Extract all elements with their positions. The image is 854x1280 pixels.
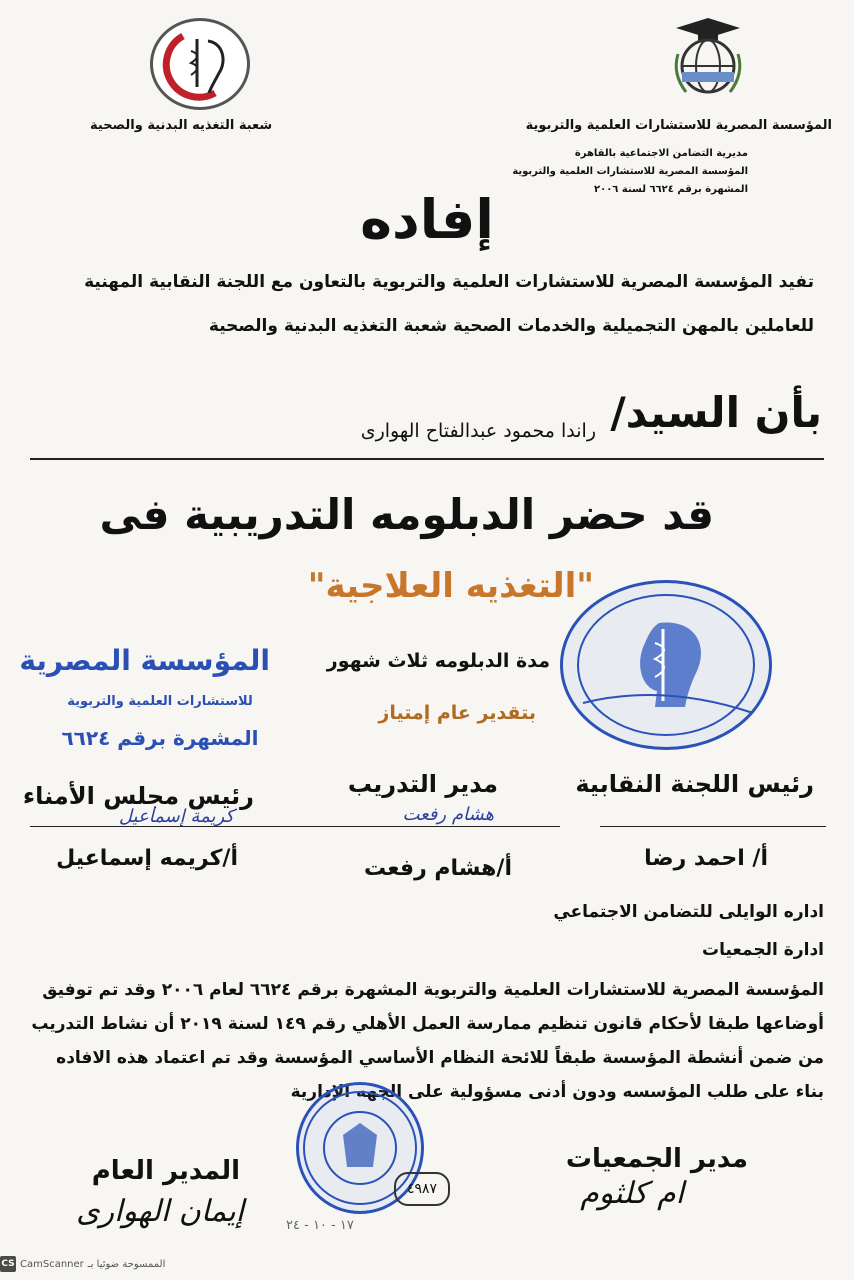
right-org-sub3: المشهرة برقم ٦٦٢٤ لسنة ٢٠٠٦ — [593, 184, 748, 195]
union-seal — [560, 580, 772, 750]
camscanner-brand: CamScanner — [20, 1258, 84, 1270]
admin-line-2: ادارة الجمعيات — [702, 940, 824, 960]
egyptian-foundation-logo — [668, 14, 748, 100]
general-manager-role: المدير العام — [91, 1156, 240, 1186]
signatory-name-union-head: أ/ احمد رضا — [644, 846, 768, 871]
associations-manager-signature: ام كلثوم — [580, 1176, 684, 1211]
signature-line-left — [30, 826, 560, 827]
body-line-4: بناء على طلب المؤسسه ودون أدنى مسؤولية على الجهه الإدارية — [290, 1082, 824, 1102]
left-org-name: شعبة التغذيه البدنية والصحية — [90, 118, 273, 133]
seal-head-icon — [563, 583, 769, 747]
serial-number: ٤٩٨٧ — [406, 1181, 438, 1197]
associations-manager-role: مدير الجمعيات — [565, 1144, 748, 1174]
health-logo-icon — [153, 21, 247, 107]
serial-stamp — [394, 1172, 450, 1206]
page-title: إفاده — [360, 188, 494, 251]
org-stamp-line-3: المشهرة برقم ٦٦٢٤ — [61, 726, 259, 750]
diploma-grade: بتقدير عام إمتياز — [378, 702, 536, 724]
signatory-role-training-manager: مدير التدريب — [347, 770, 498, 798]
camscanner-text: الممسوحة ضوئيا بـ — [87, 1258, 166, 1270]
signatory-role-union-head: رئيس اللجنة النقابية — [575, 770, 814, 798]
intro-line-1: تفيد المؤسسة المصرية للاستشارات العلمية والتربوية بالتعاون مع اللجنة النقابية المهنية — [84, 272, 814, 292]
program-name: "التغذيه العلاجية" — [307, 566, 594, 606]
body-line-1: المؤسسة المصرية للاستشارات العلمية والتربوية المشهرة برقم ٦٦٢٤ لعام ٢٠٠٦ وقد تم توفيق — [42, 980, 824, 1000]
right-org-name: المؤسسة المصرية للاستشارات العلمية والتربوية — [525, 118, 832, 133]
general-manager-signature: إيمان الهوارى — [76, 1194, 244, 1229]
diploma-duration: مدة الدبلومه ثلاث شهور — [326, 650, 550, 672]
org-stamp-line-1: المؤسسة المصرية — [19, 644, 270, 677]
signature-line-right — [600, 826, 826, 827]
signature-board-chair: كريمة إسماعيل — [118, 806, 234, 827]
signature-training-manager: هشام رفعت — [402, 804, 494, 825]
camscanner-watermark — [0, 1252, 165, 1276]
signatory-name-training-manager: أ/هشام رفعت — [363, 856, 512, 881]
right-org-sub1: مديرية التضامن الاجتماعية بالقاهرة — [574, 148, 748, 159]
body-line-2: أوضاعها طبقا لأحكام قانون تنظيم ممارسة العمل الأهلي رقم ١٤٩ لسنة ٢٠١٩ أن نشاط التدريب — [31, 1014, 824, 1034]
nutrition-division-logo — [150, 18, 250, 110]
org-stamp-line-2: للاستشارات العلمية والتربوية — [67, 694, 253, 709]
divider — [30, 458, 824, 460]
admin-line-1: اداره الوايلى للتضامن الاجتماعي — [553, 902, 824, 922]
graduation-globe-icon — [668, 14, 748, 100]
camscanner-logo-icon: CS — [0, 1256, 16, 1272]
body-line-3: من ضمن أنشطة المؤسسة طبقاً للائحة النظام الأساسي المؤسسة وقد تم اعتماد هذه الافاده — [56, 1048, 824, 1068]
intro-line-2: للعاملين بالمهن التجميلية والخدمات الصحية شعبة التغذيه البدنية والصحية — [208, 316, 814, 336]
stamp-date: ١٧ - ١٠ - ٢٤ — [286, 1218, 354, 1233]
attended-statement: قد حضر الدبلومه التدريبية فى — [99, 490, 714, 539]
signatory-name-board-chair: أ/كريمه إسماعيل — [56, 846, 238, 871]
right-org-sub2: المؤسسة المصرية للاستشارات العلمية والتربوية — [512, 166, 748, 177]
recipient-name: راندا محمود عبدالفتاح الهوارى — [360, 420, 596, 442]
signatory-role-board-chair: رئيس مجلس الأمناء — [22, 782, 254, 810]
recipient-label: بأن السيد/ — [610, 388, 822, 437]
